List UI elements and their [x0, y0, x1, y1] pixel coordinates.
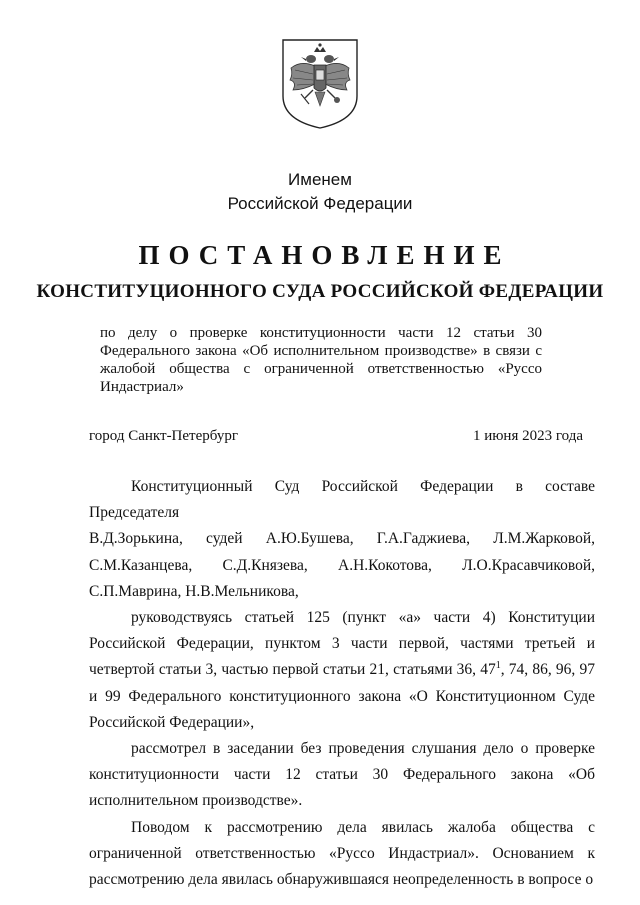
article-superscript: 1 [495, 660, 501, 672]
court-name: КОНСТИТУЦИОННОГО СУДА РОССИЙСКОЙ ФЕДЕРАЦИИ [36, 281, 604, 302]
document-title: ПОСТАНОВЛЕНИЕ [138, 240, 511, 270]
paragraph-composition-judges-1: В.Д.Зорькина, судей А.Ю.Бушева, Г.А.Гаджиева, Л.М.Жарковой, [89, 530, 595, 548]
place-of-issue: город Санкт-Петербург [89, 428, 238, 444]
legal-basis-text-cont: , 74, 86, 96, 97 и 99 Федерального конституционного закона «О Конституционном Суде Российской Федерации», [89, 661, 595, 731]
heading-russian-federation: Российской Федерации [227, 194, 413, 213]
legal-basis-text: руководствуясь статьей 125 (пункт «а» части 4) Конституции Российской Федерации, пунктом 3 части первой, частями третьей и четвертой статьи 3, частью первой статьи 21, статьями 36, 47 [89, 609, 595, 679]
paragraph-composition-judges-3: С.П.Маврина, Н.В.Мельникова, [89, 582, 299, 600]
case-description: по делу о проверке конституционности части 12 статьи 30 Федерального закона «Об исполнительном производстве» в связи с жалобой общества с ограниченной ответственностью «Руссо Индастриал» [100, 325, 542, 395]
paragraph-grounds: Поводом к рассмотрению дела явилась жалоба общества с ограниченной ответственностью «Руссо Индастриал». Основанием к рассмотрению дела явилась обнаружившаяся неопределенность в вопросе о [89, 818, 595, 889]
paragraph-composition-judges-2: С.М.Казанцева, С.Д.Князева, А.Н.Кокотова, Л.О.Красавчиковой, [89, 556, 595, 574]
paragraph-considered: рассмотрел в заседании без проведения слушания дело о проверке конституционности части 12 статьи 30 Федерального закона «Об исполнительном производстве». [89, 740, 595, 810]
date-of-issue: 1 июня 2023 года [472, 428, 583, 444]
russian-coat-of-arms-icon [279, 38, 361, 130]
paragraph-composition-intro: Конституционный Суд Российской Федерации в составе Председателя [89, 478, 595, 522]
paragraph-legal-basis [89, 605, 595, 736]
document-body [89, 474, 595, 893]
heading-in-the-name: Именем [288, 170, 352, 189]
